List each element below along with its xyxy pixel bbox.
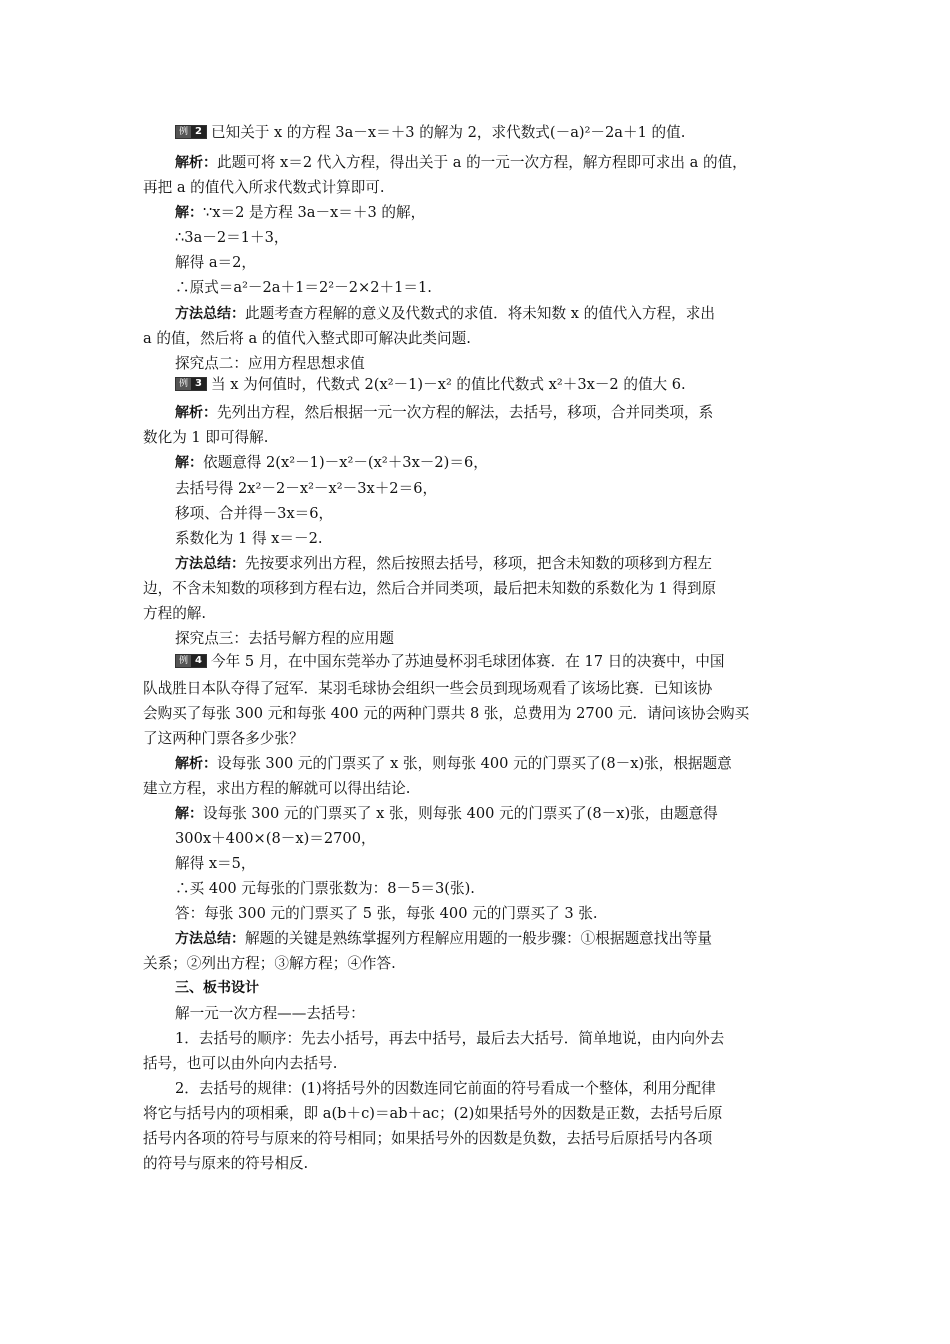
section3-title: 探究点三：去括号解方程的应用题: [175, 630, 394, 647]
board-p2-line1: 2．去括号的规律：(1)将括号外的因数连同它前面的符号看成一个整体，利用分配律: [175, 1080, 716, 1097]
example2-solution-line2: ∴3a－2＝1＋3，: [175, 229, 289, 246]
example2-solution-line3: 解得 a＝2，: [175, 254, 256, 271]
example3-method-line2: 边，不含未知数的项移到方程右边，然后合并同类项，最后把未知数的系数化为 1 得到原: [143, 580, 717, 597]
example4-analysis-line2: 建立方程，求出方程的解就可以得出结论.: [143, 780, 411, 797]
section2-title: 探究点二：应用方程思想求值: [175, 355, 365, 372]
example3-method-line1: 方法总结：先按要求列出方程，然后按照去括号，移项，把含未知数的项移到方程左: [175, 555, 713, 572]
example4-solution-line1: 解：设每张 300 元的门票买了 x 张，则每张 400 元的门票买了(8－x)张，由题意得: [175, 805, 718, 822]
example4-question-line1: [175, 649, 950, 674]
example3-solution-line3: 移项、合并得－3x＝6，: [175, 505, 334, 522]
example-badge-icon: 例 2: [175, 125, 207, 139]
board-p2-line4: 的符号与原来的符号相反.: [143, 1155, 309, 1172]
example2-analysis-line1: 解析：此题可将 x＝2 代入方程，得出关于 a 的一元一次方程，解方程即可求出 a 的值，: [175, 154, 747, 171]
board-p2-line3: 括号内各项的符号与原来的符号相同；如果括号外的因数是负数，去括号后原括号内各项: [143, 1130, 713, 1147]
example2-analysis-line2: 再把 a 的值代入所求代数式计算即可.: [143, 179, 385, 196]
board-p1-line1: 1．去括号的顺序：先去小括号，再去中括号，最后去大括号．简单地说，由内向外去: [175, 1030, 725, 1047]
example4-question: 今年 5 月，在中国东莞举办了苏迪曼杯羽毛球团体赛．在 17 日的决赛中，中国: [211, 653, 725, 670]
example-badge-icon: 例 3: [175, 377, 207, 391]
example4-analysis-line1: 解析：设每张 300 元的门票买了 x 张，则每张 400 元的门票买了(8－x)张，根据题意: [175, 755, 732, 772]
example2-method-line1: 方法总结：此题考查方程解的意义及代数式的求值．将未知数 x 的值代入方程，求出: [175, 305, 715, 322]
example4-question-line3: 会购买了每张 300 元和每张 400 元的两种门票共 8 张，总费用为 2700 元．请问该协会购买: [143, 705, 750, 722]
example4-solution-line3: 解得 x＝5，: [175, 855, 256, 872]
example4-solution-line4: ∴买 400 元每张的门票张数为：8－5＝3(张).: [175, 880, 475, 897]
example2-solution-line1: 解：∵x＝2 是方程 3a－x＝＋3 的解，: [175, 204, 426, 221]
board-subtitle: 解一元一次方程——去括号：: [175, 1005, 365, 1022]
example3-analysis-line1: 解析：先列出方程，然后根据一元一次方程的解法，去括号，移项，合并同类项，系: [175, 404, 714, 421]
board-heading: 三、板书设计: [175, 980, 259, 996]
example3-analysis-line2: 数化为 1 即可得解.: [143, 429, 269, 446]
example3-question: 当 x 为何值时，代数式 2(x²－1)－x² 的值比代数式 x²＋3x－2 的值大 6.: [211, 376, 686, 393]
example2-question: 已知关于 x 的方程 3a－x＝＋3 的解为 2，求代数式(－a)²－2a＋1 的值.: [211, 124, 686, 141]
board-p2-line2: 将它与括号内的项相乘，即 a(b＋c)＝ab＋ac；(2)如果括号外的因数是正数，去括号后原: [143, 1105, 723, 1122]
example3-solution-line1: 解：依题意得 2(x²－1)－x²－(x²＋3x－2)＝6，: [175, 454, 488, 471]
example2-question-line: [175, 120, 950, 145]
example4-solution-line2: 300x＋400×(8－x)＝2700，: [175, 830, 376, 847]
board-p1-line2: 括号，也可以由外向内去括号.: [143, 1055, 338, 1072]
example3-question-line: [175, 372, 950, 397]
example3-method-line3: 方程的解.: [143, 605, 207, 622]
example4-method-line2: 关系；②列出方程；③解方程；④作答.: [143, 955, 396, 972]
example4-method-line1: 方法总结：解题的关键是熟练掌握列方程解应用题的一般步骤：①根据题意找出等量: [175, 930, 713, 947]
example2-solution-line4: ∴原式＝a²－2a＋1＝2²－2×2＋1＝1.: [175, 279, 432, 296]
example4-question-line2: 队战胜日本队夺得了冠军．某羽毛球协会组织一些会员到现场观看了该场比赛．已知该协: [143, 680, 713, 697]
example3-solution-line4: 系数化为 1 得 x＝－2.: [175, 530, 323, 547]
example-badge-icon: 例 4: [175, 654, 207, 668]
example4-question-line4: 了这两种门票各多少张？: [143, 730, 304, 747]
example3-solution-line2: 去括号得 2x²－2－x²－x²－3x＋2＝6，: [175, 480, 438, 497]
example4-answer-line: 答：每张 300 元的门票买了 5 张，每张 400 元的门票买了 3 张.: [175, 905, 598, 922]
example2-method-line2: a 的值，然后将 a 的值代入整式即可解决此类问题.: [143, 330, 471, 347]
